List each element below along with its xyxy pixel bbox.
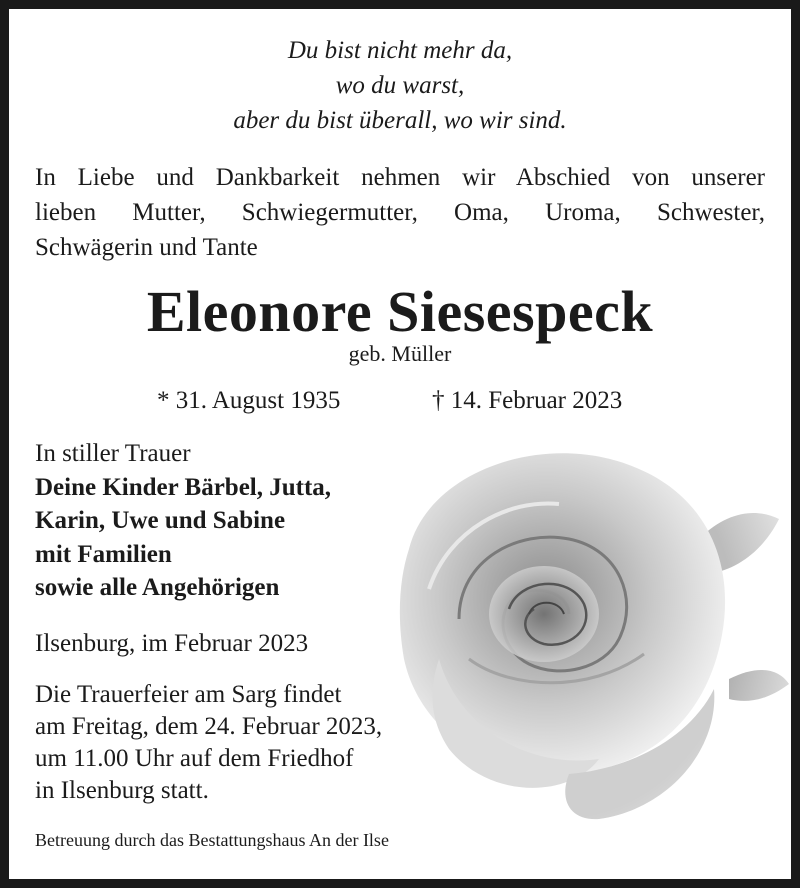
mourners-line: Deine Kinder Bärbel, Jutta, — [35, 473, 332, 501]
service-line: Die Trauerfeier am Sarg findet — [35, 681, 342, 708]
intro-line: In Liebe und Dankbarkeit nehmen wir Abschied von unserer — [35, 164, 765, 191]
poem-line: aber du bist überall, wo wir sind. — [233, 107, 567, 134]
poem-line: Du bist nicht mehr da, — [287, 37, 513, 64]
obituary-card — [9, 9, 791, 879]
death-date: † 14. Februar 2023 — [432, 387, 623, 414]
service-info — [35, 679, 382, 807]
service-line: um 11.00 Uhr auf dem Friedhof — [35, 745, 354, 772]
intro-text — [35, 160, 765, 265]
place-date: Ilsenburg, im Februar 2023 — [35, 630, 309, 657]
intro-line: lieben Mutter, Schwiegermutter, Oma, Uroma, Schwester, — [35, 199, 765, 226]
mourners — [35, 437, 331, 605]
maiden-name: geb. Müller — [348, 341, 452, 366]
mourners-line: Karin, Uwe und Sabine — [35, 507, 286, 534]
mourners-line: mit Familien — [35, 540, 172, 568]
mourners-intro: In stiller Trauer — [35, 440, 191, 467]
deceased-name: Eleonore Siesespeck — [146, 279, 654, 344]
poem-line: wo du warst, — [335, 72, 465, 99]
mourners-line: sowie alle Angehörigen — [35, 574, 280, 601]
birth-date: * 31. August 1935 — [157, 387, 341, 414]
funeral-home-credit: Betreuung durch das Bestattungshaus An der Ilse — [35, 830, 389, 850]
service-line: am Freitag, dem 24. Februar 2023, — [35, 713, 383, 740]
rose-image — [369, 409, 789, 879]
poem — [9, 33, 791, 138]
intro-line: Schwägerin und Tante — [35, 234, 258, 261]
service-line: in Ilsenburg statt. — [35, 777, 209, 804]
